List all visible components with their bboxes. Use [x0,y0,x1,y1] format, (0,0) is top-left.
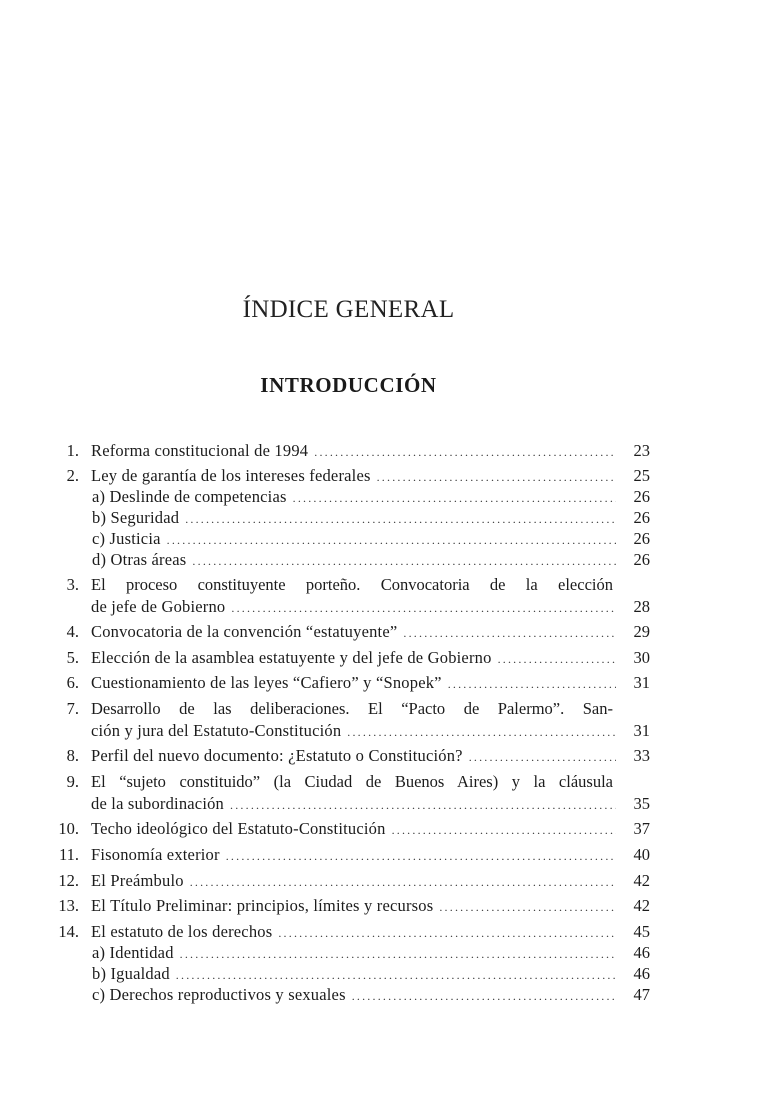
toc-text: Ley de garantía de los intereses federales [91,466,371,485]
toc-number: 6. [66,673,79,692]
section-title: INTRODUCCIÓN [260,373,437,397]
toc-page: 31 [633,721,650,740]
toc-row [0,549,767,571]
toc-page: 23 [633,441,650,460]
toc-row [0,672,767,694]
toc-text: Reforma constitucional de 1994 [91,441,309,460]
toc-page: 30 [633,648,650,667]
toc-text: a) Identidad [92,943,174,962]
toc-page: 40 [633,845,650,864]
toc-text: Techo ideológico del Estatuto-Constitución [91,819,386,838]
toc-row [0,984,767,1006]
toc-page: 25 [633,466,650,485]
toc-row [0,793,767,815]
toc-row [0,771,767,793]
toc-row [0,720,767,742]
toc-text: Fisonomía exterior [91,845,220,864]
leader-dots [498,648,616,670]
toc-text: d) Otras áreas [92,550,187,569]
toc-row [0,698,767,720]
toc-text: ción y jura del Estatuto-Constitución [91,721,342,740]
toc-page: 47 [633,985,650,1004]
toc-row [0,440,767,462]
toc-text: El Preámbulo [91,871,184,890]
leader-dots [314,441,616,463]
toc-row [0,596,767,618]
leader-dots [439,896,616,918]
toc-page: 46 [633,943,650,962]
leader-dots [469,746,616,768]
toc-number: 7. [66,699,79,718]
toc-row [0,921,767,943]
toc-number: 10. [58,819,79,838]
toc-row [0,574,767,596]
toc-number: 2. [66,466,79,485]
toc-page: 33 [633,746,650,765]
toc-page: 26 [633,487,650,506]
toc-text: de jefe de Gobierno [91,597,226,616]
toc-text: de la subordinación [91,794,225,813]
toc-row [0,647,767,669]
toc-row [0,528,767,550]
leader-dots [347,721,616,743]
page-title: ÍNDICE GENERAL [242,296,455,323]
toc-number: 8. [66,746,79,765]
toc-page: 46 [633,964,650,983]
toc-number: 5. [66,648,79,667]
toc-text: El “sujeto constituido” (la Ciudad de Buenos Aires) y la cláusula [91,772,613,791]
toc-page: 31 [633,673,650,692]
toc-number: 3. [66,575,79,594]
toc-number: 12. [58,871,79,890]
toc-number: 13. [58,896,79,915]
toc-page: 26 [633,508,650,527]
toc-text: El estatuto de los derechos [91,922,273,941]
toc-page: 29 [633,622,650,641]
leader-dots [230,794,616,816]
leader-dots [167,529,616,551]
toc-row [0,844,767,866]
leader-dots [293,487,616,509]
toc-text: c) Derechos reproductivos y sexuales [92,985,346,1004]
toc-text: Elección de la asamblea estatuyente y del jefe de Gobierno [91,648,492,667]
leader-dots [226,845,616,867]
leader-dots [192,550,616,572]
toc-row [0,486,767,508]
toc-text: Convocatoria de la convención “estatuyente” [91,622,398,641]
leader-dots [352,985,616,1007]
toc-row [0,745,767,767]
toc-page: 42 [633,896,650,915]
toc-row [0,818,767,840]
leader-dots [403,622,616,644]
leader-dots [377,466,616,488]
toc-number: 14. [58,922,79,941]
toc-row [0,895,767,917]
leader-dots [180,943,616,965]
leader-dots [190,871,616,893]
toc-row [0,963,767,985]
leader-dots [278,922,616,944]
toc-row [0,942,767,964]
toc-text: Perfil del nuevo documento: ¿Estatuto o Constitución? [91,746,463,765]
toc-number: 9. [66,772,79,791]
toc-row [0,507,767,529]
toc-page: 37 [633,819,650,838]
toc-page: 42 [633,871,650,890]
toc-text: a) Deslinde de competencias [92,487,287,506]
leader-dots [231,597,616,619]
toc-page: 26 [633,550,650,569]
toc-number: 11. [58,845,79,864]
leader-dots [448,673,616,695]
toc-text: El Título Preliminar: principios, límites y recursos [91,896,434,915]
toc-text: El proceso constituyente porteño. Convocatoria de la elección [91,575,613,594]
toc-text: Cuestionamiento de las leyes “Cafiero” y “Snopek” [91,673,442,692]
leader-dots [392,819,616,841]
toc-text: b) Igualdad [92,964,170,983]
toc-text: c) Justicia [92,529,161,548]
toc-page: 28 [633,597,650,616]
toc-text: Desarrollo de las deliberaciones. El “Pacto de Palermo”. San- [91,699,613,718]
toc-row [0,621,767,643]
toc-row [0,465,767,487]
leader-dots [176,964,616,986]
leader-dots [185,508,616,530]
toc-page: 45 [633,922,650,941]
toc-page: 35 [633,794,650,813]
toc-page: 26 [633,529,650,548]
toc-row [0,870,767,892]
toc-number: 4. [66,622,79,641]
toc-number: 1. [66,441,79,460]
toc-text: b) Seguridad [92,508,180,527]
